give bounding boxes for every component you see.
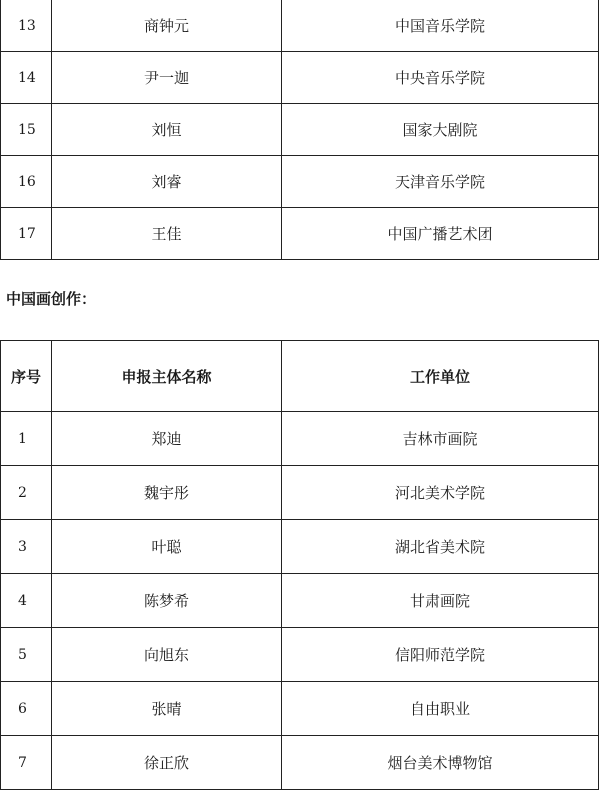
work-unit: 中央音乐学院 [282,52,599,104]
row-number: 14 [1,52,52,104]
applicant-name: 徐正欣 [52,736,282,790]
applicant-name: 魏宇彤 [52,466,282,520]
bottom-table [0,340,599,790]
column-header-unit: 工作单位 [282,341,599,412]
table-row [1,412,599,466]
table-row [1,466,599,520]
column-header-name: 申报主体名称 [52,341,282,412]
work-unit: 信阳师范学院 [282,628,599,682]
applicant-name: 刘睿 [52,156,282,208]
table-row [1,104,599,156]
applicant-name: 叶聪 [52,520,282,574]
column-header-number: 序号 [1,341,52,412]
work-unit: 中国广播艺术团 [282,208,599,260]
row-number: 17 [1,208,52,260]
table-row [1,736,599,790]
row-number: 1 [1,412,52,466]
table-row [1,0,599,52]
row-number: 7 [1,736,52,790]
header-row [1,341,599,412]
row-number: 2 [1,466,52,520]
table-row [1,208,599,260]
work-unit: 吉林市画院 [282,412,599,466]
row-number: 4 [1,574,52,628]
table-row [1,520,599,574]
work-unit: 烟台美术博物馆 [282,736,599,790]
work-unit: 国家大剧院 [282,104,599,156]
applicant-name: 商钟元 [52,0,282,52]
row-number: 6 [1,682,52,736]
top-table [0,0,599,260]
table-row [1,52,599,104]
work-unit: 天津音乐学院 [282,156,599,208]
row-number: 13 [1,0,52,52]
work-unit: 中国音乐学院 [282,0,599,52]
work-unit: 湖北省美术院 [282,520,599,574]
work-unit: 河北美术学院 [282,466,599,520]
bottom-table-body [1,412,599,790]
applicant-name: 陈梦希 [52,574,282,628]
table-row [1,156,599,208]
table-row [1,574,599,628]
applicant-name: 郑迪 [52,412,282,466]
top-table-body [1,0,599,260]
row-number: 3 [1,520,52,574]
row-number: 16 [1,156,52,208]
applicant-name: 刘恒 [52,104,282,156]
applicant-name: 张晴 [52,682,282,736]
applicant-name: 向旭东 [52,628,282,682]
table-row [1,628,599,682]
section-title: 中国画创作： [6,290,97,308]
work-unit: 自由职业 [282,682,599,736]
table-row [1,682,599,736]
row-number: 15 [1,104,52,156]
applicant-name: 尹一迦 [52,52,282,104]
work-unit: 甘肃画院 [282,574,599,628]
row-number: 5 [1,628,52,682]
bottom-table-header [1,341,599,412]
applicant-name: 王佳 [52,208,282,260]
